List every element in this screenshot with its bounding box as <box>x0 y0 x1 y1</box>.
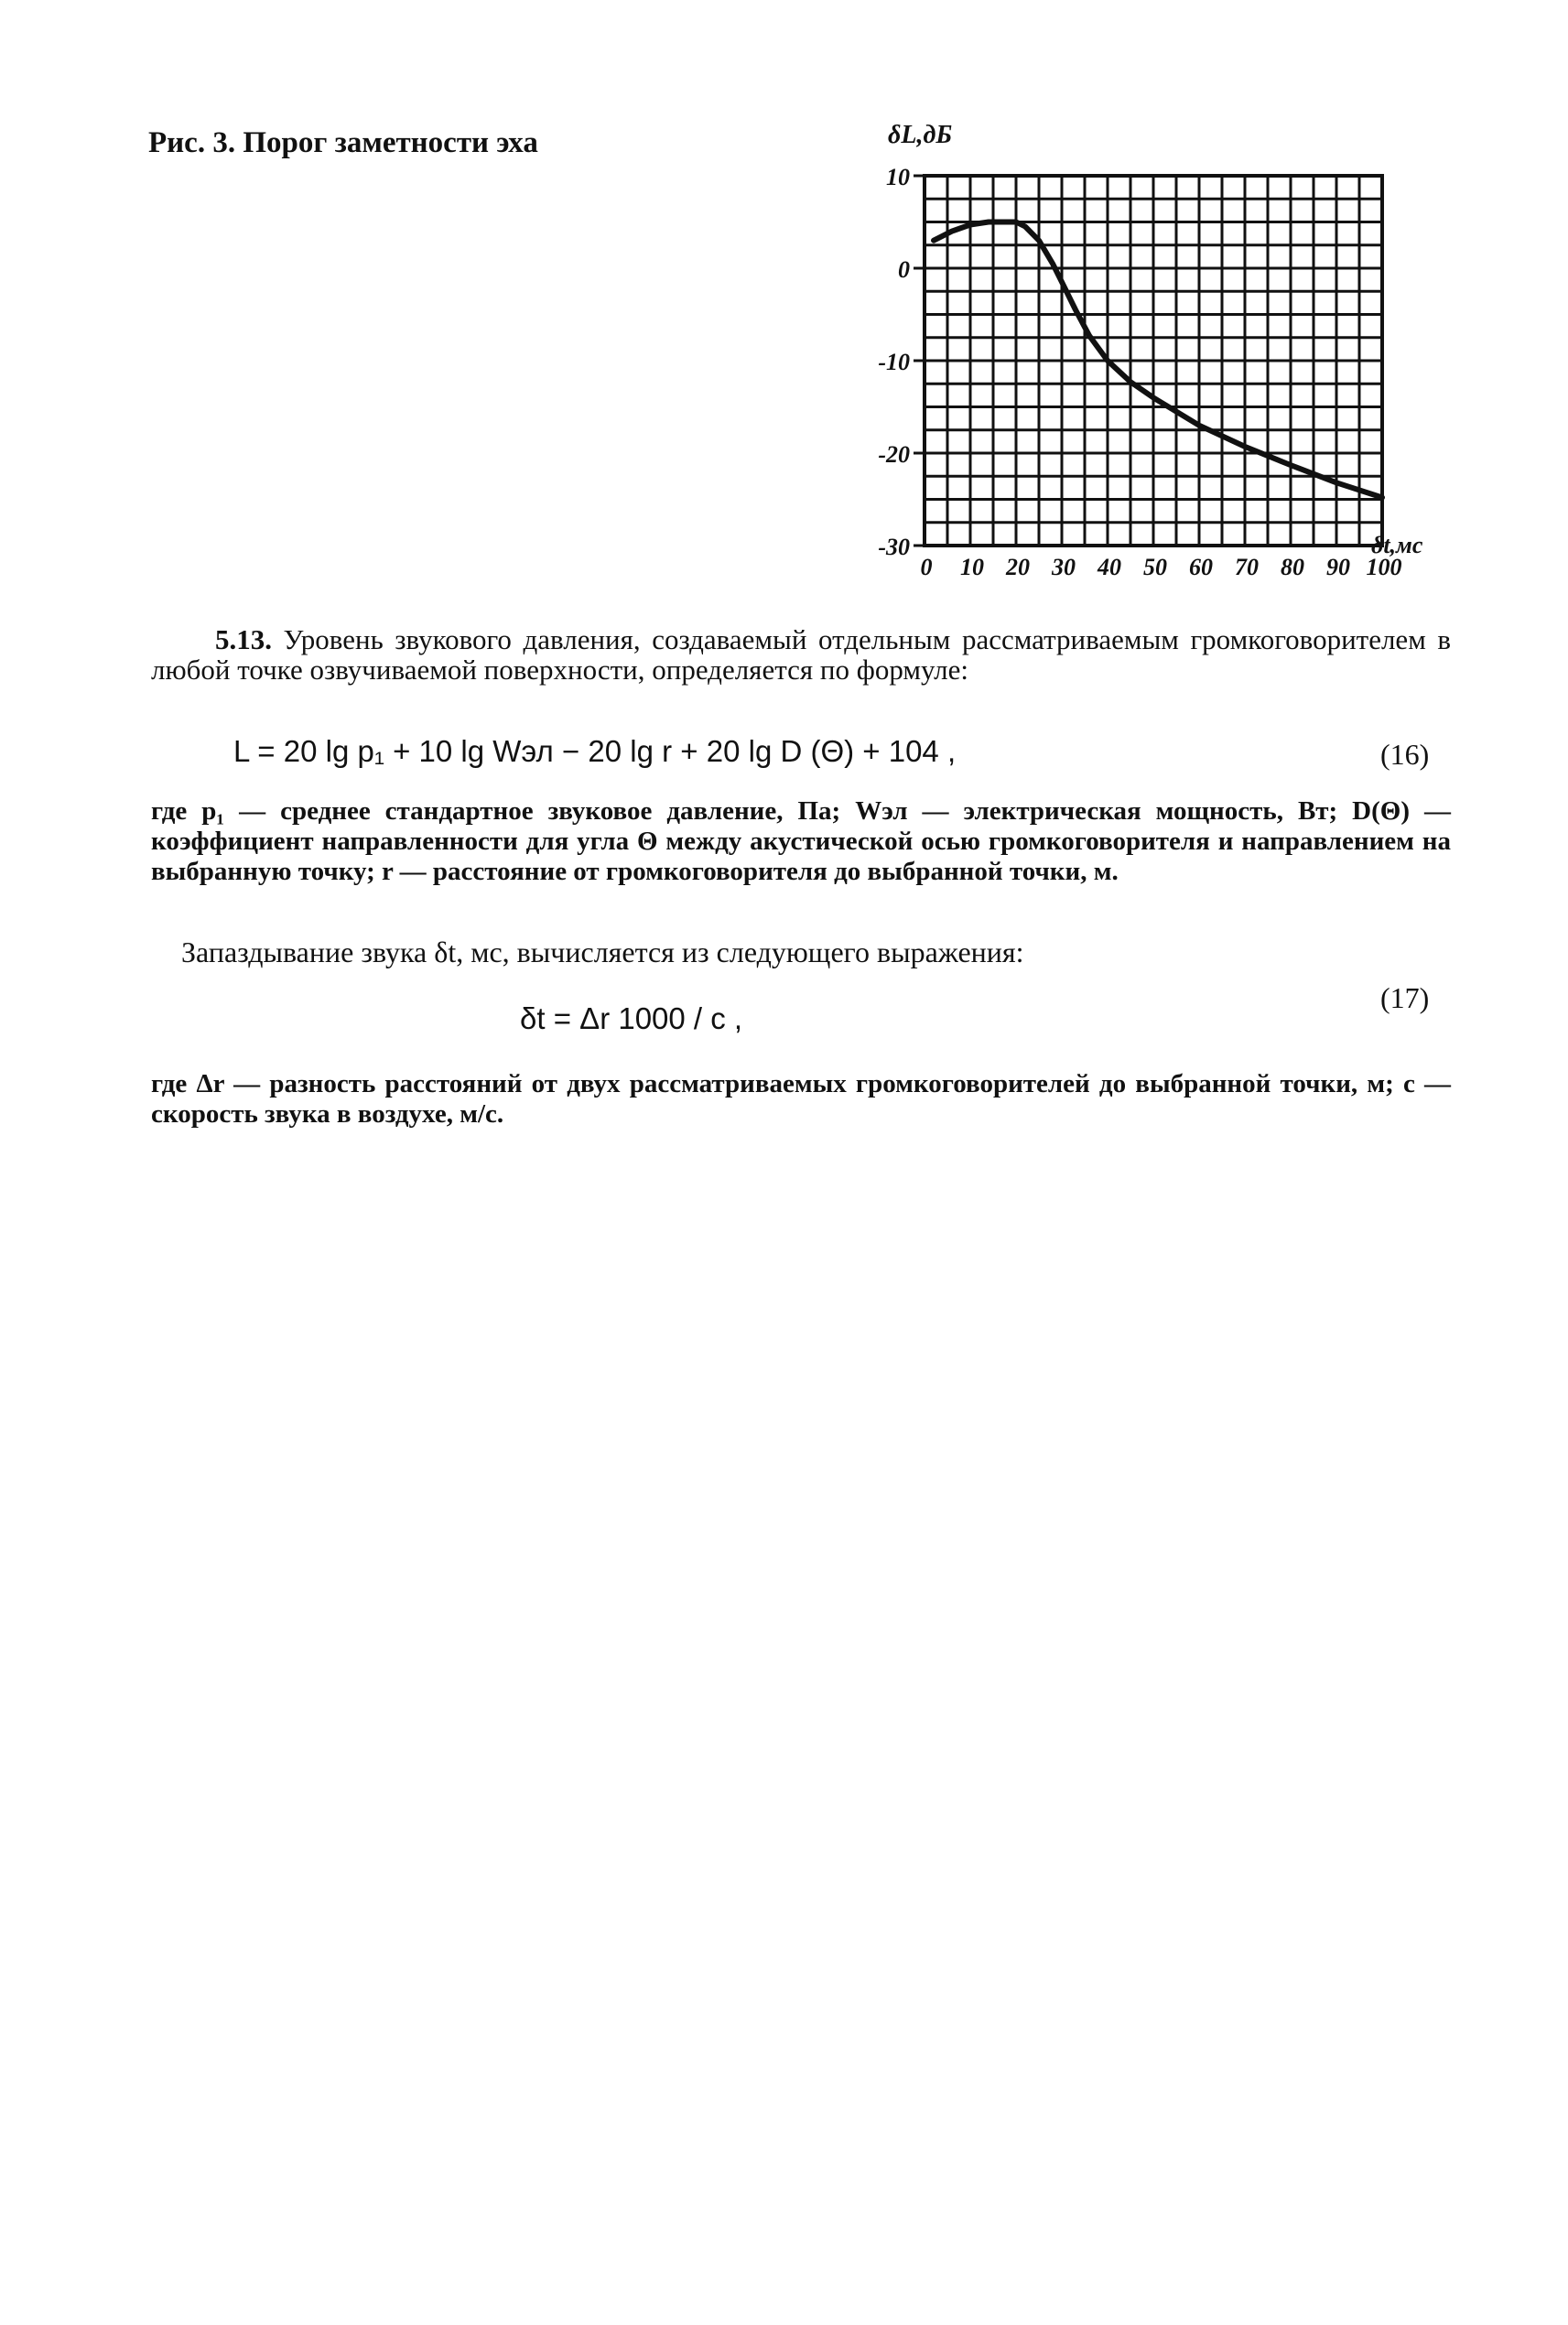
formula-17: δt = Δr 1000 / c , <box>520 1001 743 1035</box>
x-tick-label: 60 <box>1189 554 1213 580</box>
formula-17-explanation: где Δr — разность расстояний от двух рассматриваемых громкоговорителей до выбранной точки, м; c — скорость звука в воздухе, м/с. <box>151 1069 1451 1129</box>
section-number: 5.13. <box>215 623 272 655</box>
figure-caption: Рис. 3. Порог заметности эха <box>148 126 538 159</box>
x-tick-label: 40 <box>1098 554 1121 580</box>
x-tick-label: 100 <box>1366 554 1402 580</box>
x-tick-label: 80 <box>1281 554 1304 580</box>
x-tick-label: 90 <box>1326 554 1350 580</box>
y-tick-label: 0 <box>898 256 910 283</box>
formula-16-number: (16) <box>1380 738 1430 771</box>
y-tick-label: -30 <box>878 534 910 560</box>
x-tick-labels <box>921 554 1402 580</box>
section-text: Уровень звукового давления, создаваемый отдельным рассматриваемым громкоговорителем в любой точке озвучиваемой поверхности, определяется по формуле: <box>151 623 1451 686</box>
formula-16-explanation: где p₁ — среднее стандартное звуковое давление, Па; Wэл — электрическая мощность, Вт; D(Θ) — коэффициент направленности для угла Θ между акустической осью громкоговорителя и направлением на выбранную точку; r — расстояние от громкоговорителя до выбранной точки, м. <box>151 796 1451 886</box>
x-tick-label: 20 <box>1006 554 1030 580</box>
section-5-13 <box>151 624 1451 685</box>
x-tick-label: 10 <box>960 554 984 580</box>
y-tick-labels <box>878 164 910 560</box>
y-tick-label: -20 <box>878 441 910 468</box>
formula-17-number: (17) <box>1380 981 1430 1014</box>
x-tick-label: 30 <box>1052 554 1076 580</box>
x-tick-label: 0 <box>920 554 933 580</box>
formula-16: L = 20 lg p₁ + 10 lg Wэл − 20 lg r + 20 lg D (Θ) + 104 , <box>233 734 957 768</box>
x-tick-label: 50 <box>1143 554 1167 580</box>
x-tick-label: 70 <box>1235 554 1259 580</box>
x-axis-label: δt,мс <box>1371 532 1423 558</box>
delay-intro: Запаздывание звука δt, мс, вычисляется из следующего выражения: <box>181 935 1024 968</box>
y-tick-label: -10 <box>878 349 910 375</box>
echo-threshold-chart <box>860 119 1446 595</box>
y-tick-label: 10 <box>886 164 910 190</box>
y-axis-label: δL,дБ <box>888 121 953 149</box>
chart-grid <box>914 176 1382 546</box>
